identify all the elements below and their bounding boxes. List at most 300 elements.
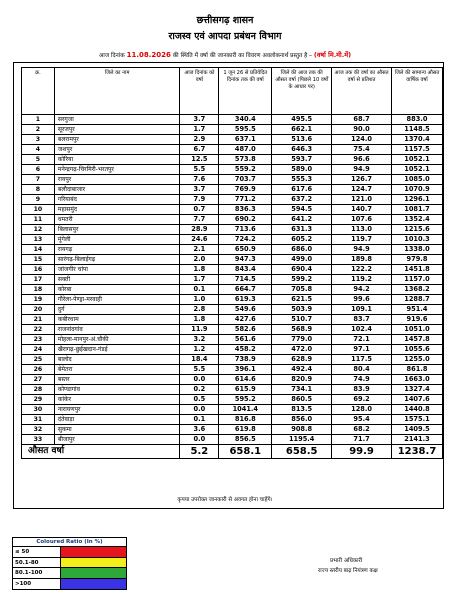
row-sno: 17 [22, 275, 55, 285]
rain-percent: 71.7 [332, 435, 392, 445]
rain-cumulative: 836.3 [219, 205, 272, 215]
district-name: मुंगेली [54, 235, 180, 245]
signature-title: प्रभारी अधिकारी [330, 558, 363, 564]
legend-label: >100 [13, 579, 61, 590]
row-sno: 26 [22, 365, 55, 375]
rain-annual: 1352.4 [391, 215, 442, 225]
rain-percent: 126.7 [332, 175, 392, 185]
row-sno: 15 [22, 255, 55, 265]
rain-normal: 628.9 [272, 355, 332, 365]
rain-cumulative: 559.2 [219, 165, 272, 175]
rain-annual: 1409.5 [391, 425, 442, 435]
rain-today: 0.7 [180, 205, 219, 215]
rain-today: 0.0 [180, 375, 219, 385]
rain-today: 2.9 [180, 135, 219, 145]
rain-percent: 74.9 [332, 375, 392, 385]
rain-normal: 637.2 [272, 195, 332, 205]
rain-cumulative: 713.6 [219, 225, 272, 235]
rain-cumulative: 1041.4 [219, 405, 272, 415]
row-sno: 10 [22, 205, 55, 215]
legend-swatch [61, 568, 126, 578]
rain-annual: 1085.0 [391, 175, 442, 185]
district-name: खैरागढ़-छुईखदान-गंडई [54, 345, 180, 355]
rain-normal: 860.5 [272, 395, 332, 405]
table-row [22, 225, 443, 235]
district-name: बीजापुर [54, 435, 180, 445]
rain-today: 6.7 [180, 145, 219, 155]
district-name: सुकमा [54, 425, 180, 435]
rain-normal: 705.8 [272, 285, 332, 295]
row-sno: 6 [22, 165, 55, 175]
rain-today: 3.7 [180, 185, 219, 195]
rain-cumulative: 396.1 [219, 365, 272, 375]
rain-normal: 908.8 [272, 425, 332, 435]
table-row [22, 175, 443, 185]
table-row [22, 185, 443, 195]
rain-today: 5.5 [180, 165, 219, 175]
rain-today: 2.8 [180, 305, 219, 315]
row-sno: 14 [22, 245, 55, 255]
district-name: बलौदाबाजार [54, 185, 180, 195]
rain-normal: 568.9 [272, 325, 332, 335]
rain-today: 28.9 [180, 225, 219, 235]
rain-today: 0.1 [180, 415, 219, 425]
legend-swatch [61, 547, 126, 557]
rain-today: 18.4 [180, 355, 219, 365]
table-row [22, 205, 443, 215]
rain-annual: 2141.3 [391, 435, 442, 445]
rain-percent: 102.4 [332, 325, 392, 335]
rain-annual: 1368.2 [391, 285, 442, 295]
rain-percent: 72.1 [332, 335, 392, 345]
rain-normal: 599.2 [272, 275, 332, 285]
rain-today: 1.7 [180, 125, 219, 135]
rain-percent: 94.9 [332, 165, 392, 175]
col-header-percent: आज तक की वर्षा का औसत वर्षा से प्रतिशत [332, 68, 392, 115]
district-name: महासमुंद [54, 205, 180, 215]
rain-annual: 1157.0 [391, 275, 442, 285]
col-header-today: आज दिनांक को वर्षा [180, 68, 219, 115]
rain-cumulative: 619.3 [219, 295, 272, 305]
row-sno: 9 [22, 195, 55, 205]
rain-cumulative: 703.7 [219, 175, 272, 185]
district-name: कोरबा [54, 285, 180, 295]
rain-annual: 1296.1 [391, 195, 442, 205]
rain-normal: 492.4 [272, 365, 332, 375]
header-department: राजस्व एवं आपदा प्रबंधन विभाग [168, 31, 282, 42]
rain-normal: 510.7 [272, 315, 332, 325]
rain-percent: 189.8 [332, 255, 392, 265]
table-row [22, 325, 443, 335]
table-row [22, 275, 443, 285]
col-header-sno: क्र. [22, 68, 55, 115]
rain-today: 2.0 [180, 255, 219, 265]
table-row [22, 165, 443, 175]
legend-label: ≤ 50 [13, 547, 61, 557]
district-name: दुर्ग [54, 305, 180, 315]
rain-annual: 1327.4 [391, 385, 442, 395]
rain-cumulative: 573.8 [219, 155, 272, 165]
total-normal: 658.5 [272, 445, 332, 459]
rain-normal: 594.5 [272, 205, 332, 215]
rain-cumulative: 664.7 [219, 285, 272, 295]
rain-annual: 1052.1 [391, 165, 442, 175]
rain-today: 2.1 [180, 245, 219, 255]
rainfall-table [21, 67, 443, 459]
rain-annual: 1407.6 [391, 395, 442, 405]
rain-today: 1.2 [180, 345, 219, 355]
rain-normal: 499.0 [272, 255, 332, 265]
legend-item [13, 547, 126, 558]
row-sno: 13 [22, 235, 55, 245]
row-sno: 1 [22, 115, 55, 125]
rain-annual: 951.4 [391, 305, 442, 315]
rain-normal: 472.0 [272, 345, 332, 355]
rain-annual: 1370.4 [391, 135, 442, 145]
district-name: कबीरधाम [54, 315, 180, 325]
table-row [22, 265, 443, 275]
rain-today: 1.8 [180, 265, 219, 275]
rain-cumulative: 843.4 [219, 265, 272, 275]
rain-cumulative: 724.2 [219, 235, 272, 245]
rain-cumulative: 561.6 [219, 335, 272, 345]
table-row [22, 355, 443, 365]
row-sno: 30 [22, 405, 55, 415]
legend-swatch [61, 558, 126, 568]
table-row [22, 255, 443, 265]
rain-annual: 1052.1 [391, 155, 442, 165]
district-name: बेमेतरा [54, 365, 180, 375]
rain-annual: 1157.5 [391, 145, 442, 155]
row-sno: 20 [22, 305, 55, 315]
rain-annual: 1663.0 [391, 375, 442, 385]
rain-percent: 128.0 [332, 405, 392, 415]
rain-today: 7.6 [180, 175, 219, 185]
total-cumulative: 658.1 [219, 445, 272, 459]
rain-cumulative: 816.8 [219, 415, 272, 425]
rain-cumulative: 637.1 [219, 135, 272, 145]
rain-normal: 686.0 [272, 245, 332, 255]
rain-cumulative: 595.5 [219, 125, 272, 135]
rain-normal: 617.6 [272, 185, 332, 195]
rain-cumulative: 769.9 [219, 185, 272, 195]
rain-today: 24.6 [180, 235, 219, 245]
rain-percent: 109.1 [332, 305, 392, 315]
rain-cumulative: 487.0 [219, 145, 272, 155]
rain-percent: 97.1 [332, 345, 392, 355]
table-row [22, 375, 443, 385]
row-sno: 8 [22, 185, 55, 195]
rain-annual: 1255.0 [391, 355, 442, 365]
district-name: मनेन्द्रगढ़-चिरमिरी-भरतपुर [54, 165, 180, 175]
rain-percent: 75.4 [332, 145, 392, 155]
row-sno: 22 [22, 325, 55, 335]
rain-percent: 83.7 [332, 315, 392, 325]
row-sno: 24 [22, 345, 55, 355]
rain-percent: 124.7 [332, 185, 392, 195]
rain-cumulative: 771.2 [219, 195, 272, 205]
total-row [22, 445, 443, 459]
rain-today: 0.2 [180, 385, 219, 395]
district-name: गरियाबंद [54, 195, 180, 205]
rain-annual: 883.0 [391, 115, 442, 125]
row-sno: 23 [22, 335, 55, 345]
table-row [22, 135, 443, 145]
col-header-cumulative: 1 जून 26 से प्रतिवेदित दिनांक तक की वर्षा [219, 68, 272, 115]
rain-cumulative: 619.8 [219, 425, 272, 435]
legend-label: 80.1-100 [13, 568, 61, 578]
rain-today: 5.5 [180, 365, 219, 375]
rain-cumulative: 427.6 [219, 315, 272, 325]
col-header-district: जिले का नाम [54, 68, 180, 115]
rain-today: 0.1 [180, 285, 219, 295]
rain-percent: 113.0 [332, 225, 392, 235]
rain-annual: 1010.3 [391, 235, 442, 245]
row-sno: 28 [22, 385, 55, 395]
rain-cumulative: 738.9 [219, 355, 272, 365]
rain-annual: 1055.6 [391, 345, 442, 355]
rain-today: 0.0 [180, 435, 219, 445]
rain-percent: 140.7 [332, 205, 392, 215]
rain-cumulative: 650.9 [219, 245, 272, 255]
rain-today: 1.8 [180, 315, 219, 325]
color-legend [12, 537, 127, 590]
row-sno: 21 [22, 315, 55, 325]
rain-annual: 1081.7 [391, 205, 442, 215]
intro-line [0, 50, 450, 59]
table-row [22, 245, 443, 255]
district-name: बस्तर [54, 375, 180, 385]
district-name: सूरजपुर [54, 125, 180, 135]
district-name: राजनांदगांव [54, 325, 180, 335]
district-name: नारायणपुर [54, 405, 180, 415]
rain-annual: 1288.7 [391, 295, 442, 305]
table-row [22, 195, 443, 205]
rain-annual: 979.8 [391, 255, 442, 265]
district-name: मोहला-मानपुर-अं.चौकी [54, 335, 180, 345]
table-row [22, 435, 443, 445]
rain-cumulative: 714.5 [219, 275, 272, 285]
table-row [22, 285, 443, 295]
table-row [22, 145, 443, 155]
rain-annual: 1338.0 [391, 245, 442, 255]
rain-normal: 631.3 [272, 225, 332, 235]
rain-cumulative: 549.6 [219, 305, 272, 315]
rain-annual: 1575.1 [391, 415, 442, 425]
rain-percent: 122.2 [332, 265, 392, 275]
header-title: छत्तीसगढ़ शासन [196, 15, 254, 26]
table-row [22, 215, 443, 225]
district-name: रायगढ़ [54, 245, 180, 255]
rain-cumulative: 947.3 [219, 255, 272, 265]
report-date: 11.08.2026 [126, 51, 171, 59]
rain-today: 12.5 [180, 155, 219, 165]
row-sno: 2 [22, 125, 55, 135]
rain-cumulative: 458.2 [219, 345, 272, 355]
rain-cumulative: 582.6 [219, 325, 272, 335]
row-sno: 29 [22, 395, 55, 405]
district-name: दंतेवाड़ा [54, 415, 180, 425]
rain-percent: 119.7 [332, 235, 392, 245]
row-sno: 27 [22, 375, 55, 385]
rain-normal: 1195.4 [272, 435, 332, 445]
rain-cumulative: 856.5 [219, 435, 272, 445]
rain-today: 7.9 [180, 195, 219, 205]
district-name: गौरेला-पेण्ड्रा-मरवाही [54, 295, 180, 305]
rain-percent: 90.0 [332, 125, 392, 135]
rain-percent: 119.2 [332, 275, 392, 285]
row-sno: 18 [22, 285, 55, 295]
row-sno: 19 [22, 295, 55, 305]
intro-pre: आज दिनांक [98, 53, 125, 59]
row-sno: 11 [22, 215, 55, 225]
rain-percent: 69.2 [332, 395, 392, 405]
rain-annual: 919.6 [391, 315, 442, 325]
rain-percent: 96.6 [332, 155, 392, 165]
rain-percent: 83.9 [332, 385, 392, 395]
district-name: बिलासपुर [54, 225, 180, 235]
legend-swatch [61, 579, 126, 590]
rain-normal: 641.2 [272, 215, 332, 225]
district-name: जशपुर [54, 145, 180, 155]
table-row [22, 385, 443, 395]
col-header-normal-to-date: जिले की आज तक की औसत वर्षा (पिछले 10 वर्षों के आधार पर) [272, 68, 332, 115]
rain-annual: 1070.9 [391, 185, 442, 195]
rain-annual: 1457.8 [391, 335, 442, 345]
table-row [22, 115, 443, 125]
table-row [22, 305, 443, 315]
legend-item [13, 568, 126, 579]
rain-percent: 80.4 [332, 365, 392, 375]
rain-cumulative: 340.4 [219, 115, 272, 125]
rain-percent: 95.4 [332, 415, 392, 425]
rain-normal: 503.9 [272, 305, 332, 315]
district-name: सक्ती [54, 275, 180, 285]
rain-normal: 555.3 [272, 175, 332, 185]
district-name: रायपुर [54, 175, 180, 185]
rain-annual: 1215.6 [391, 225, 442, 235]
rain-percent: 117.5 [332, 355, 392, 365]
rain-cumulative: 615.9 [219, 385, 272, 395]
col-header-annual: जिले की सामान्य औसत वार्षिक वर्षा [391, 68, 442, 115]
legend-item [13, 558, 126, 569]
table-row [22, 365, 443, 375]
rain-normal: 690.4 [272, 265, 332, 275]
row-sno: 25 [22, 355, 55, 365]
district-name: कांकेर [54, 395, 180, 405]
total-annual: 1238.7 [391, 445, 442, 459]
rain-normal: 589.0 [272, 165, 332, 175]
rain-today: 11.9 [180, 325, 219, 335]
table-row [22, 235, 443, 245]
rain-normal: 605.2 [272, 235, 332, 245]
rain-annual: 861.8 [391, 365, 442, 375]
rain-normal: 856.0 [272, 415, 332, 425]
table-row [22, 405, 443, 415]
rain-today: 1.7 [180, 275, 219, 285]
rain-annual: 1440.8 [391, 405, 442, 415]
row-sno: 4 [22, 145, 55, 155]
row-sno: 3 [22, 135, 55, 145]
rain-today: 3.2 [180, 335, 219, 345]
rain-percent: 94.9 [332, 245, 392, 255]
legend-item [13, 579, 126, 590]
district-name: बलरामपुर [54, 135, 180, 145]
rain-percent: 68.2 [332, 425, 392, 435]
total-percent: 99.9 [332, 445, 392, 459]
rain-cumulative: 690.2 [219, 215, 272, 225]
rain-percent: 124.0 [332, 135, 392, 145]
rain-cumulative: 595.2 [219, 395, 272, 405]
row-sno: 5 [22, 155, 55, 165]
rain-cumulative: 614.6 [219, 375, 272, 385]
rain-percent: 99.6 [332, 295, 392, 305]
rain-normal: 513.6 [272, 135, 332, 145]
row-sno: 31 [22, 415, 55, 425]
rain-percent: 94.2 [332, 285, 392, 295]
district-name: सरगुजा [54, 115, 180, 125]
rain-normal: 495.5 [272, 115, 332, 125]
row-sno: 33 [22, 435, 55, 445]
rain-today: 0.0 [180, 405, 219, 415]
rain-today: 0.5 [180, 395, 219, 405]
rain-today: 3.7 [180, 115, 219, 125]
intro-post: की स्थिति में वर्षा की जानकारी का विवरण अवलोकनार्थ प्रस्तुत है – [172, 53, 312, 59]
table-row [22, 395, 443, 405]
rain-normal: 734.1 [272, 385, 332, 395]
rain-normal: 646.3 [272, 145, 332, 155]
table-row [22, 345, 443, 355]
rain-today: 1.0 [180, 295, 219, 305]
table-row [22, 295, 443, 305]
row-sno: 7 [22, 175, 55, 185]
table-row [22, 125, 443, 135]
rain-normal: 621.5 [272, 295, 332, 305]
rain-percent: 121.0 [332, 195, 392, 205]
total-today: 5.2 [180, 445, 219, 459]
rain-annual: 1051.0 [391, 325, 442, 335]
rain-today: 7.7 [180, 215, 219, 225]
rain-normal: 662.1 [272, 125, 332, 135]
rain-normal: 813.5 [272, 405, 332, 415]
rain-annual: 1451.8 [391, 265, 442, 275]
legend-title: Coloured Ratio (In %) [13, 538, 126, 547]
row-sno: 12 [22, 225, 55, 235]
rain-percent: 107.6 [332, 215, 392, 225]
rain-normal: 820.9 [272, 375, 332, 385]
legend-label: 50.1-80 [13, 558, 61, 568]
rain-normal: 779.0 [272, 335, 332, 345]
district-name: कोण्डागांव [54, 385, 180, 395]
rain-annual: 1148.5 [391, 125, 442, 135]
rain-today: 3.6 [180, 425, 219, 435]
table-row [22, 315, 443, 325]
district-name: जांजगीर चांपा [54, 265, 180, 275]
table-row [22, 335, 443, 345]
table-row [22, 155, 443, 165]
row-sno: 16 [22, 265, 55, 275]
row-sno: 32 [22, 425, 55, 435]
district-name: कोरिया [54, 155, 180, 165]
table-row [22, 415, 443, 425]
table-row [22, 425, 443, 435]
unit-label: (वर्षा मि.मी.में) [313, 51, 352, 59]
district-name: बालोद [54, 355, 180, 365]
rain-percent: 68.7 [332, 115, 392, 125]
district-name: धमतरी [54, 215, 180, 225]
rain-normal: 593.7 [272, 155, 332, 165]
total-label: औसत वर्षा [22, 445, 180, 459]
